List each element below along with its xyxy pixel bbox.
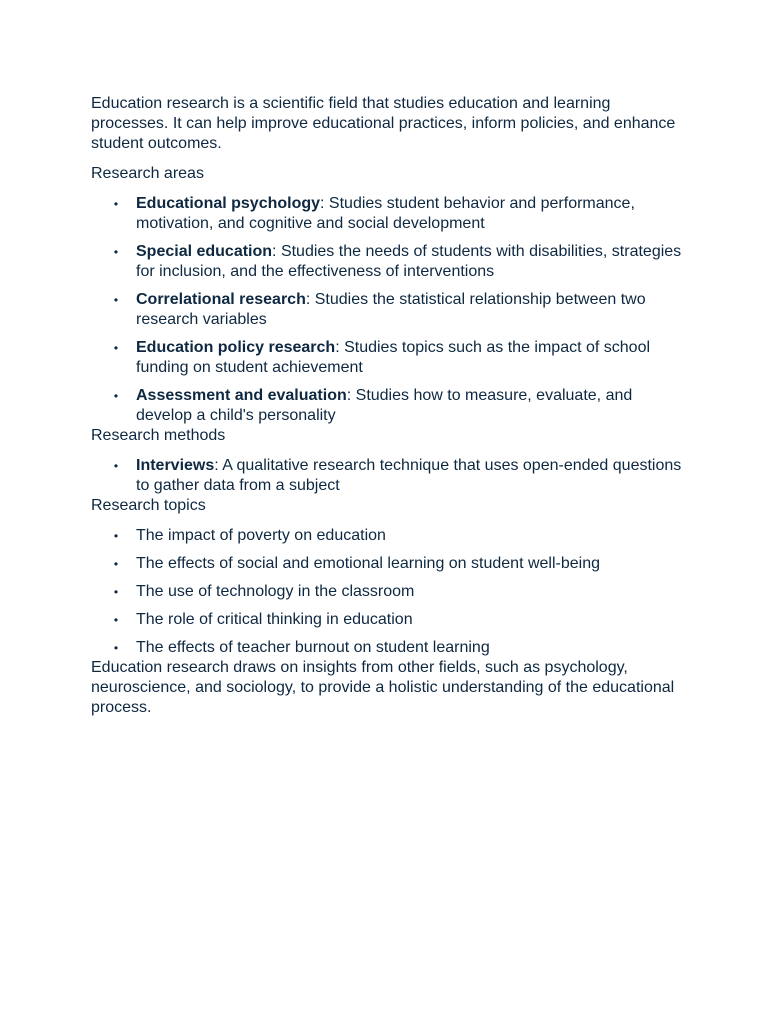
research-areas-list [91,194,691,426]
bullet-icon: • [113,459,119,473]
item-term: Education policy research [136,339,336,356]
closing-paragraph: Education research draws on insights from other fields, such as psychology, neuroscience, and sociology, to provide a holistic understanding of the educational process. [91,659,675,716]
list-item [91,582,691,602]
section-heading-research-areas: Research areas [91,165,204,182]
list-item [91,338,691,378]
item-term: Educational psychology [136,195,321,212]
bullet-icon: • [113,197,119,211]
list-item [91,242,691,282]
item-term: Interviews [136,457,215,474]
list-item [91,386,691,426]
item-text: The effects of teacher burnout on student learning [136,639,490,656]
list-item [91,456,691,496]
item-description: : Studies student behavior and performance, motivation, and cognitive and social development [136,195,635,232]
document-page [91,94,691,718]
item-description: : Studies the statistical relationship between two research variables [136,291,646,328]
item-text: The use of technology in the classroom [136,583,415,600]
item-description: : Studies the needs of students with disabilities, strategies for inclusion, and the effectiveness of interventions [136,243,682,280]
section-heading-research-methods: Research methods [91,427,226,444]
bullet-icon: • [113,293,119,307]
intro-paragraph: Education research is a scientific field that studies education and learning processes. It can help improve educational practices, inform policies, and enhance student outcomes. [91,95,676,152]
item-text: The impact of poverty on education [136,527,386,544]
list-item [91,194,691,234]
item-text: The effects of social and emotional learning on student well-being [136,555,600,572]
section-heading-research-topics: Research topics [91,497,206,514]
item-term: Assessment and evaluation [136,387,347,404]
item-description: : Studies topics such as the impact of school funding on student achievement [136,339,651,376]
bullet-icon: • [113,641,119,655]
list-item [91,526,691,546]
bullet-icon: • [113,529,119,543]
research-topics-list [91,526,691,658]
list-item [91,638,691,658]
item-text: The role of critical thinking in education [136,611,413,628]
item-description: : Studies how to measure, evaluate, and develop a child's personality [136,387,633,424]
item-description: : A qualitative research technique that uses open-ended questions to gather data from a subject [136,457,682,494]
item-term: Special education [136,243,273,260]
item-term: Correlational research [136,291,306,308]
bullet-icon: • [113,613,119,627]
list-item [91,610,691,630]
bullet-icon: • [113,245,119,259]
research-methods-list [91,456,691,496]
bullet-icon: • [113,341,119,355]
list-item [91,290,691,330]
bullet-icon: • [113,557,119,571]
bullet-icon: • [113,389,119,403]
bullet-icon: • [113,585,119,599]
list-item [91,554,691,574]
